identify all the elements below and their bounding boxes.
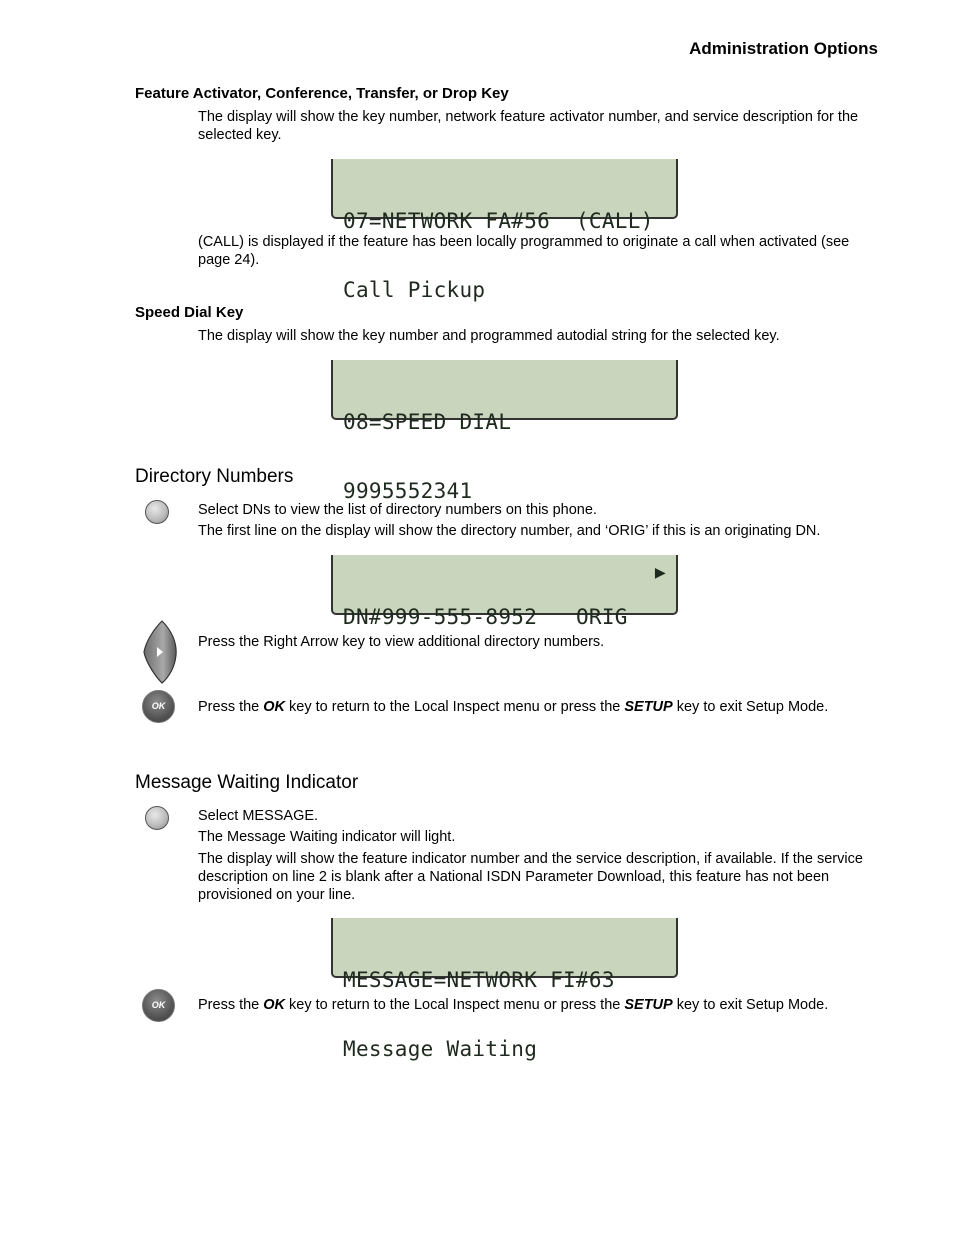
text-run: key to return to the Local Inspect menu or press the	[285, 699, 625, 715]
directory-numbers-lcd-display	[331, 555, 678, 629]
lcd-line-2	[343, 675, 676, 698]
feature-key-heading: Feature Activator, Conference, Transfer, or Drop Key	[135, 85, 509, 102]
text-run: key to return to the Local Inspect menu or press the	[285, 997, 625, 1013]
setup-key-label: SETUP	[624, 997, 673, 1013]
round-softkey-icon	[145, 500, 169, 524]
ok-instruction	[198, 996, 898, 1014]
feature-key-description: The display will show the key number, network feature activator number, and service description for the selected key.	[198, 109, 859, 143]
text-run: key to exit Setup Mode.	[672, 997, 829, 1013]
ok-instruction	[198, 698, 898, 716]
text-run: key to exit Setup Mode.	[672, 699, 829, 715]
speed-dial-lcd-display	[331, 360, 678, 503]
text-run: Press the	[198, 699, 264, 715]
setup-key-label: SETUP	[624, 699, 673, 715]
round-softkey-icon	[145, 806, 169, 830]
directory-numbers-step: Select DNs to view the list of directory numbers on this phone.	[198, 502, 597, 518]
speed-dial-heading: Speed Dial Key	[135, 304, 244, 321]
ok-key-icon: OK	[142, 690, 175, 723]
page-header-title: Administration Options	[689, 39, 878, 58]
lcd-line-1: MESSAGE=NETWORK FI#63	[343, 968, 615, 992]
directory-numbers-heading: Directory Numbers	[135, 466, 294, 487]
feature-key-note: (CALL) is displayed if the feature has been locally programmed to originate a call when activated (see page 24).	[198, 234, 850, 268]
right-arrow-instruction: Press the Right Arrow key to view additional directory numbers.	[198, 634, 605, 650]
message-waiting-heading: Message Waiting Indicator	[135, 772, 359, 793]
lcd-line-1: DN#999-555-8952 ORIG	[343, 605, 628, 629]
lcd-line-1: 07=NETWORK FA#56 (CALL)	[343, 209, 654, 233]
lcd-line-1: 08=SPEED DIAL	[343, 410, 512, 434]
lcd-line-2: Message Waiting	[343, 1037, 538, 1061]
lcd-line-2: Call Pickup	[343, 278, 486, 302]
ok-key-label: OK	[263, 997, 286, 1013]
message-waiting-step: Select MESSAGE.	[198, 808, 319, 824]
right-triangle-icon: ▶	[654, 562, 666, 583]
message-waiting-step-detail: The Message Waiting indicator will light.	[198, 829, 456, 845]
ok-key-icon: OK	[142, 989, 175, 1022]
message-waiting-description: The display will show the feature indicator number and the service description, if available. If the service description on line 2 is blank after a National ISDN Parameter Download, this feature has not been provisioned on your line.	[198, 851, 863, 903]
text-run: Press the	[198, 997, 264, 1013]
ok-key-label: OK	[263, 699, 286, 715]
speed-dial-description: The display will show the key number and programmed autodial string for the selected key.	[198, 328, 780, 344]
lcd-line-2: 9995552341	[343, 479, 473, 503]
directory-numbers-step-detail: The first line on the display will show the directory number, and ‘ORIG’ if this is an originating DN.	[198, 523, 821, 539]
right-arrow-key-icon	[140, 619, 178, 685]
